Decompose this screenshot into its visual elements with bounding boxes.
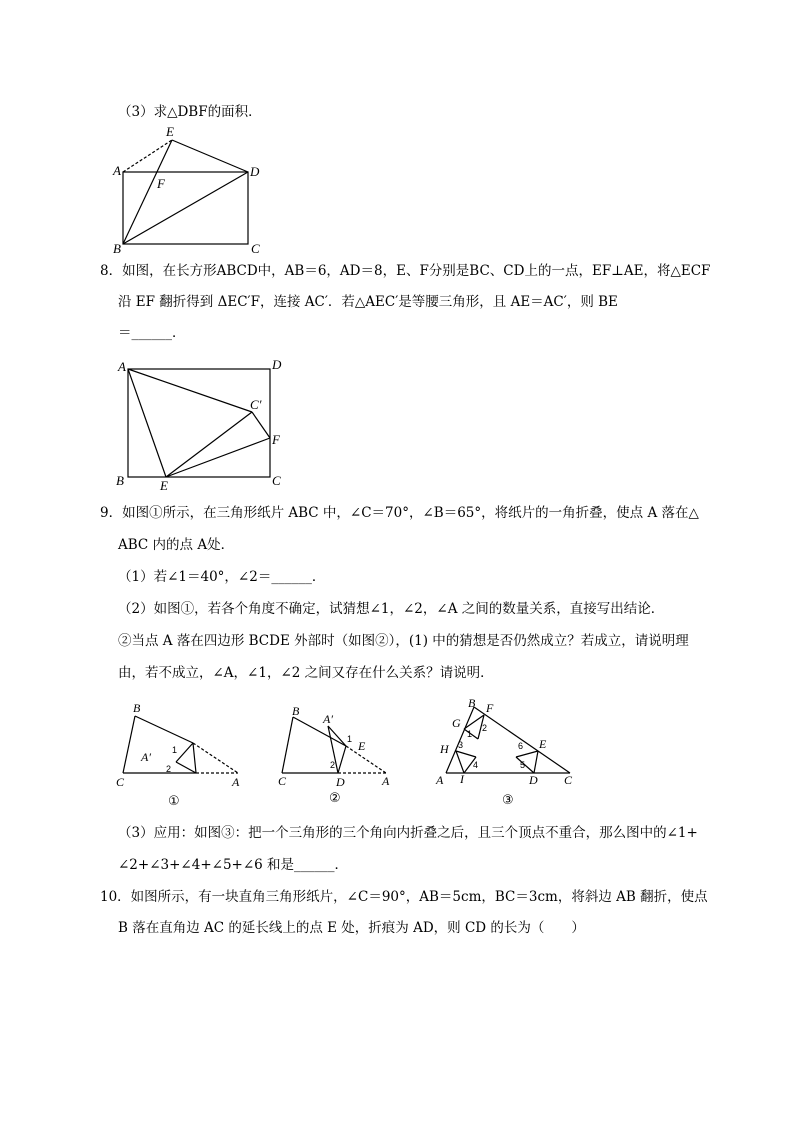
fig8-label-c-prime: C′ (250, 397, 262, 412)
fig9a-label-a: A (232, 775, 240, 789)
q8-line2: 沿 EF 翻折得到 ΔEC′F，连接 AC′．若△AEC′是等腰三角形，且 AE＝AC′，则 BE (118, 294, 618, 310)
fig9c-label-f: F (486, 701, 494, 715)
q9-part3-line1: （3）应用：如图③：把一个三角形的三个角向内折叠之后，且三个顶点不重合，那么图中的∠1+ (118, 825, 698, 841)
fig9b-caption: ② (329, 790, 341, 805)
fig9a-angle-1: 1 (172, 745, 178, 755)
q9-part1: （1）若∠1＝40°，∠2＝______． (118, 569, 326, 585)
fig8-label-d: D (272, 357, 282, 372)
fig9b-label-e: E (358, 739, 366, 753)
fig9c-label-i: I (460, 772, 464, 786)
figure-q9-3 (430, 695, 590, 815)
q8-line1: 8．如图，在长方形ABCD中，AB＝6，AD＝8，E、F分别是BC、CD上的一点，EF⊥AE，将△ECF (100, 263, 711, 279)
fig9b-angle-1: 1 (347, 734, 353, 744)
fig9c-angle-4: 4 (473, 760, 479, 770)
q7-part3: （3）求△DBF的面积． (118, 104, 262, 120)
figure-q8-rectangle (108, 352, 298, 492)
q10-line2: B 落在直角边 AC 的延长线上的点 E 处，折痕为 AD，则 CD 的长为（ ） (118, 920, 585, 936)
fig9a-label-c: C (116, 775, 125, 789)
figure-q7-rectangle (100, 122, 280, 257)
fig7-label-e: E (166, 124, 174, 139)
q9-line2: ABC 内的点 A处． (118, 537, 235, 553)
fig8-label-a: A (118, 359, 126, 374)
fig9c-angle-2: 2 (482, 723, 488, 733)
fig9a-label-b: B (133, 701, 141, 715)
q9-part2-b-line1: ②当点 A 落在四边形 BCDE 外部时（如图②），(1) 中的猜想是否仍然成立？若成立，请说明理 (118, 633, 689, 649)
q9-part2-b-line2: 由，若不成立，∠A，∠1，∠2 之间又存在什么关系？请说明． (118, 665, 494, 681)
fig9c-label-h: H (440, 742, 449, 756)
q8-line3: ＝______． (118, 325, 186, 341)
fig9c-angle-3: 3 (458, 740, 464, 750)
fig8-label-c: C (272, 473, 281, 488)
fig9c-label-d: D (529, 773, 538, 787)
fig9b-angle-2: 2 (330, 760, 336, 770)
figure-q9-1 (108, 700, 258, 810)
fig8-label-e: E (160, 478, 168, 492)
fig9c-label-c: C (564, 773, 573, 787)
fig8-label-b: B (116, 473, 124, 488)
fig9b-label-c: C (278, 774, 287, 788)
fig7-label-c: C (251, 241, 260, 256)
fig9c-angle-1: 1 (467, 729, 473, 739)
fig9c-angle-5: 5 (520, 760, 526, 770)
q9-line1: 9．如图①所示，在三角形纸片 ABC 中，∠C＝70°，∠B＝65°，将纸片的一角折叠，使点 A 落在△ (100, 505, 699, 521)
q9-part2: （2）如图①，若各个角度不确定，试猜想∠1，∠2，∠A 之间的数量关系，直接写出结论． (118, 601, 665, 617)
fig9c-caption: ③ (502, 792, 514, 807)
fig9b-label-b: B (292, 704, 300, 718)
fig9a-caption: ① (168, 793, 180, 808)
fig9b-label-d: D (336, 775, 345, 789)
fig9b-label-a-prime: A′ (323, 712, 333, 726)
fig7-label-d: D (250, 164, 260, 179)
fig9b-label-a: A (382, 774, 390, 788)
fig7-label-f: F (157, 176, 165, 191)
fig9c-angle-6: 6 (518, 741, 524, 751)
fig7-label-b: B (113, 241, 121, 256)
q9-part3-line2: ∠2+∠3+∠4+∠5+∠6 和是______． (118, 857, 349, 873)
fig9c-label-e: E (539, 737, 547, 751)
q10-line1: 10．如图所示，有一块直角三角形纸片，∠C＝90°，AB＝5cm，BC＝3cm，将斜边 AB 翻折，使点 (100, 889, 708, 905)
fig9a-label-a-prime: A′ (141, 750, 151, 764)
figure-q9-2 (268, 700, 408, 810)
fig9c-label-a: A (436, 773, 444, 787)
fig7-label-a: A (113, 163, 121, 178)
fig9a-angle-2: 2 (166, 764, 172, 774)
fig9c-label-g: G (452, 716, 461, 730)
fig8-label-f: F (272, 432, 280, 447)
fig9c-label-b: B (468, 696, 476, 710)
